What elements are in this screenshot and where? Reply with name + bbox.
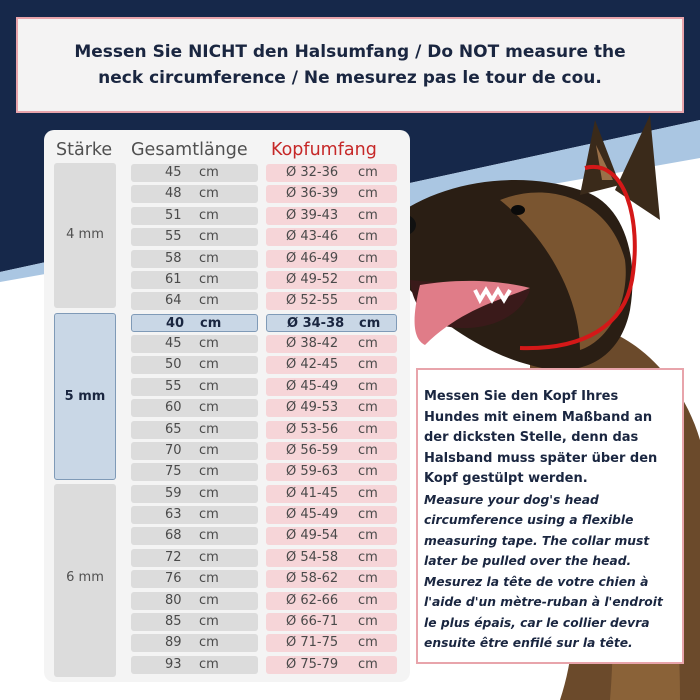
head-circumference-cell (266, 271, 397, 289)
info-box (416, 368, 684, 664)
length-value: 64 (165, 293, 182, 308)
head-value: Ø 62-66 (286, 593, 339, 608)
head-value: Ø 36-39 (286, 186, 339, 201)
head-value: Ø 42-45 (286, 357, 339, 372)
head-value: Ø 32-36 (286, 165, 339, 180)
length-unit: cm (199, 443, 219, 458)
length-unit: cm (199, 422, 219, 437)
head-unit: cm (358, 272, 378, 287)
length-cell (131, 592, 258, 610)
head-value: Ø 34-38 (287, 316, 345, 331)
head-circumference-cell (266, 570, 397, 588)
length-unit: cm (199, 486, 219, 501)
length-cell (131, 485, 258, 503)
head-value: Ø 46-49 (286, 251, 339, 266)
length-cell (131, 506, 258, 524)
head-unit: cm (359, 316, 381, 331)
length-cell (131, 228, 258, 246)
length-cell (131, 250, 258, 268)
head-value: Ø 52-55 (286, 293, 339, 308)
length-value: 58 (165, 251, 182, 266)
length-unit: cm (199, 357, 219, 372)
head-unit: cm (358, 379, 378, 394)
head-unit: cm (358, 593, 378, 608)
head-value: Ø 56-59 (286, 443, 339, 458)
head-circumference-cell (266, 378, 397, 396)
length-unit: cm (199, 593, 219, 608)
length-value: 68 (165, 528, 182, 543)
info-text-english: Measure your dog's head circumference using a flexible measuring tape. The collar must later be pulled over the head. (424, 492, 650, 568)
length-cell (131, 399, 258, 417)
length-cell (131, 335, 258, 353)
head-value: Ø 54-58 (286, 550, 339, 565)
head-unit: cm (358, 657, 378, 672)
length-cell (131, 185, 258, 203)
head-value: Ø 45-49 (286, 507, 339, 522)
head-unit: cm (358, 400, 378, 415)
length-value: 89 (165, 635, 182, 650)
length-value: 76 (165, 571, 182, 586)
length-value: 48 (165, 186, 182, 201)
length-value: 63 (165, 507, 182, 522)
length-cell (131, 549, 258, 567)
head-value: Ø 38-42 (286, 336, 339, 351)
length-cell (131, 271, 258, 289)
head-unit: cm (358, 208, 378, 223)
head-value: Ø 58-62 (286, 571, 339, 586)
head-unit: cm (358, 614, 378, 629)
length-unit: cm (199, 336, 219, 351)
length-unit: cm (199, 186, 219, 201)
thickness-group-5mm (54, 313, 116, 480)
length-value: 40 (166, 316, 185, 331)
head-unit: cm (358, 293, 378, 308)
info-text-german: Messen Sie den Kopf Ihres Hundes mit einem Maßband an der dicksten Stelle, denn das Halsband muss später über den Kopf gestülpt werden. (424, 389, 658, 486)
length-value: 60 (165, 400, 182, 415)
head-circumference-cell (266, 314, 397, 332)
length-unit: cm (199, 464, 219, 479)
length-value: 55 (165, 229, 182, 244)
length-unit: cm (200, 316, 222, 331)
head-value: Ø 53-56 (286, 422, 339, 437)
head-value: Ø 59-63 (286, 464, 339, 479)
length-value: 80 (165, 593, 182, 608)
head-circumference-cell (266, 527, 397, 545)
head-value: Ø 43-46 (286, 229, 339, 244)
length-value: 72 (165, 550, 182, 565)
head-circumference-cell (266, 421, 397, 439)
length-value: 45 (165, 336, 182, 351)
head-unit: cm (358, 571, 378, 586)
length-value: 65 (165, 422, 182, 437)
head-unit: cm (358, 251, 378, 266)
length-cell (131, 613, 258, 631)
head-circumference-cell (266, 592, 397, 610)
head-value: Ø 49-54 (286, 528, 339, 543)
length-cell (131, 314, 258, 332)
length-cell (131, 164, 258, 182)
length-cell (131, 292, 258, 310)
length-unit: cm (199, 635, 219, 650)
head-value: Ø 75-79 (286, 657, 339, 672)
header-thickness: Stärke (56, 140, 113, 160)
head-circumference-cell (266, 485, 397, 503)
length-value: 70 (165, 443, 182, 458)
head-value: Ø 49-53 (286, 400, 339, 415)
length-unit: cm (199, 528, 219, 543)
header-total-length: Gesamtlänge (131, 140, 248, 160)
head-circumference-cell (266, 463, 397, 481)
length-unit: cm (199, 550, 219, 565)
head-unit: cm (358, 229, 378, 244)
info-text-french: Mesurez la tête de votre chien à l'aide d'un mètre-ruban à l'endroit le plus épais, car le collier devra ensuite être enfilé sur la tête. (424, 574, 663, 650)
head-circumference-cell (266, 549, 397, 567)
length-cell (131, 570, 258, 588)
length-cell (131, 421, 258, 439)
head-value: Ø 39-43 (286, 208, 339, 223)
head-circumference-cell (266, 228, 397, 246)
thickness-label: 4 mm (66, 227, 104, 242)
thickness-label: 5 mm (64, 389, 106, 404)
head-unit: cm (358, 336, 378, 351)
length-value: 55 (165, 379, 182, 394)
length-unit: cm (199, 379, 219, 394)
length-value: 61 (165, 272, 182, 287)
length-value: 50 (165, 357, 182, 372)
length-value: 51 (165, 208, 182, 223)
head-circumference-cell (266, 656, 397, 674)
head-circumference-cell (266, 250, 397, 268)
head-circumference-cell (266, 634, 397, 652)
length-value: 75 (165, 464, 182, 479)
head-value: Ø 71-75 (286, 635, 339, 650)
length-unit: cm (199, 251, 219, 266)
banner-text: Messen Sie NICHT den Halsumfang / Do NOT measure the neck circumference / Ne mesurez pas le tour de cou. (74, 42, 626, 88)
head-circumference-cell (266, 292, 397, 310)
head-value: Ø 66-71 (286, 614, 339, 629)
head-circumference-cell (266, 356, 397, 374)
head-circumference-cell (266, 399, 397, 417)
head-unit: cm (358, 422, 378, 437)
head-circumference-cell (266, 613, 397, 631)
head-circumference-cell (266, 185, 397, 203)
head-unit: cm (358, 165, 378, 180)
head-unit: cm (358, 464, 378, 479)
length-value: 93 (165, 657, 182, 672)
thickness-label: 6 mm (66, 570, 104, 585)
length-cell (131, 356, 258, 374)
length-cell (131, 207, 258, 225)
length-cell (131, 442, 258, 460)
length-cell (131, 463, 258, 481)
length-cell (131, 656, 258, 674)
length-unit: cm (199, 272, 219, 287)
length-value: 45 (165, 165, 182, 180)
head-unit: cm (358, 528, 378, 543)
head-circumference-cell (266, 164, 397, 182)
head-circumference-cell (266, 506, 397, 524)
length-value: 59 (165, 486, 182, 501)
length-unit: cm (199, 165, 219, 180)
length-unit: cm (199, 229, 219, 244)
length-unit: cm (199, 657, 219, 672)
head-unit: cm (358, 550, 378, 565)
thickness-group-6mm (54, 484, 116, 677)
length-unit: cm (199, 293, 219, 308)
length-unit: cm (199, 614, 219, 629)
head-unit: cm (358, 635, 378, 650)
length-unit: cm (199, 507, 219, 522)
length-value: 85 (165, 614, 182, 629)
head-unit: cm (358, 357, 378, 372)
head-unit: cm (358, 443, 378, 458)
length-unit: cm (199, 400, 219, 415)
head-circumference-cell (266, 207, 397, 225)
length-cell (131, 634, 258, 652)
head-value: Ø 45-49 (286, 379, 339, 394)
head-circumference-cell (266, 335, 397, 353)
head-circumference-cell (266, 442, 397, 460)
length-unit: cm (199, 208, 219, 223)
head-unit: cm (358, 186, 378, 201)
head-value: Ø 41-45 (286, 486, 339, 501)
length-cell (131, 378, 258, 396)
head-unit: cm (358, 507, 378, 522)
top-banner (16, 17, 684, 113)
head-value: Ø 49-52 (286, 272, 339, 287)
head-unit: cm (358, 486, 378, 501)
length-cell (131, 527, 258, 545)
length-unit: cm (199, 571, 219, 586)
header-head-circumference: Kopfumfang (271, 140, 377, 160)
thickness-group-4mm (54, 163, 116, 308)
